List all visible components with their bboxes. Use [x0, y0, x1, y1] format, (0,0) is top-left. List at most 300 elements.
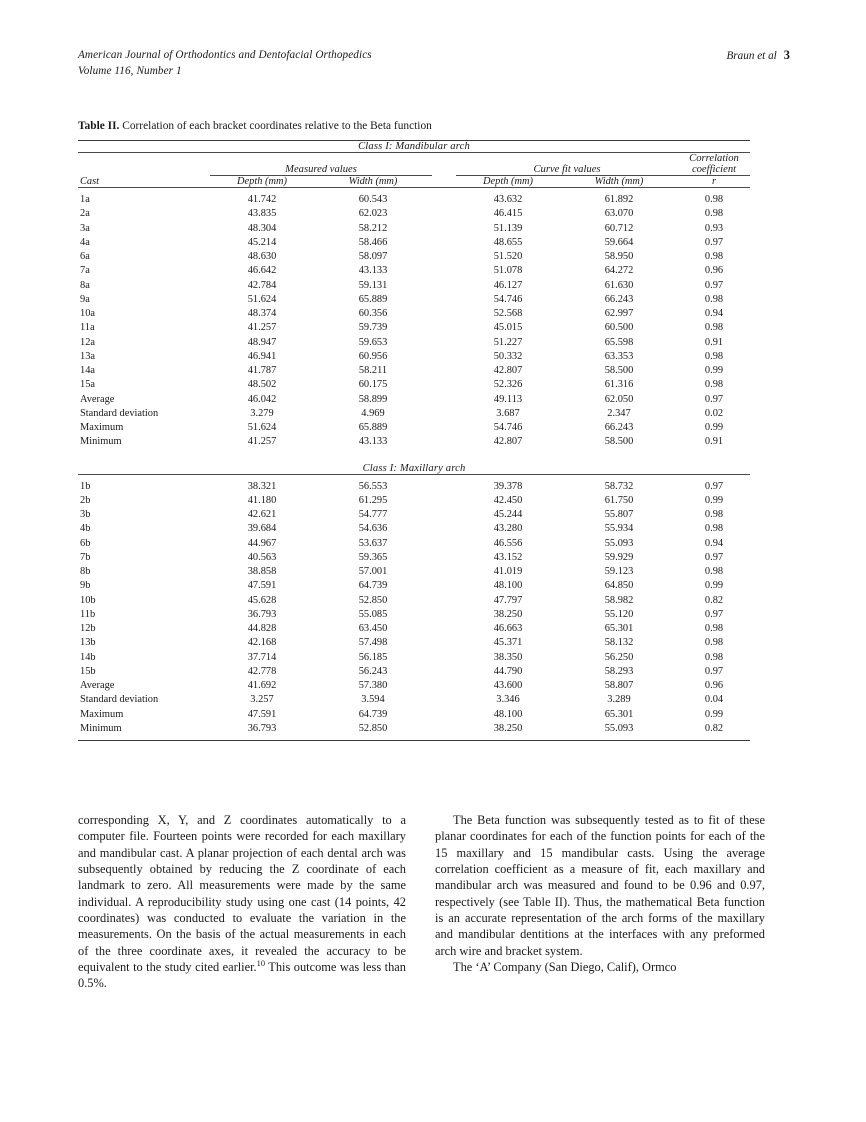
cell-fit-depth: 46.556: [493, 537, 523, 549]
cell-gap: [432, 435, 456, 453]
left-paragraph-1-text: corresponding X, Y, and Z coordinates automatically to a computer file. Fourteen points were recorded for each maxillary and mandibular cast. A planar projection of each dental arch was subsequently obtained by reducing the Z coordinate of each landmark to zero. All measurements were made by the same individual. A reproducibility study using one cast (14 points, 42 coordinates) was conducted to evaluate the variation in the measurements. On the basis of the actual measurements in each of the three coordinate axes, it revealed the accuracy to be equivalent to the study cited earlier.: [78, 813, 406, 975]
cell-measured-depth: 48.630: [247, 251, 277, 262]
left-paragraph-1: [78, 812, 406, 992]
cell-measured-width: 61.295: [358, 494, 388, 506]
cell-r: 0.98: [704, 379, 724, 391]
table-row: [78, 494, 750, 508]
cell-fit-width: 63.070: [604, 208, 634, 220]
cell-cast: Maximum: [80, 708, 124, 720]
cell-measured-width: 56.553: [358, 480, 388, 492]
cell-measured-width: 60.956: [358, 350, 388, 362]
cell-gap: [432, 608, 456, 622]
table-caption: [78, 119, 750, 133]
table-row: [78, 579, 750, 593]
cell-r: 0.97: [704, 608, 724, 620]
cell-fit-width: 65.301: [604, 708, 634, 720]
cell-cast: Minimum: [80, 722, 122, 734]
cell-gap: [432, 250, 456, 264]
table-row: [78, 608, 750, 622]
left-paragraph-1-tail: This outcome was less than 0.5%.: [78, 960, 406, 991]
cell-measured-width: 3.594: [361, 694, 385, 706]
section-spacer: [78, 454, 750, 463]
cell-gap: [432, 236, 456, 250]
cell-measured-depth: 51.624: [247, 422, 277, 433]
table-block: [78, 119, 750, 741]
right-paragraph-2: The ‘A’ Company (San Diego, Calif), Ormco: [453, 960, 677, 975]
cell-cast: 12b: [80, 623, 96, 634]
cell-measured-depth: 36.793: [247, 608, 277, 620]
cell-fit-width: 58.807: [604, 680, 634, 691]
cell-measured-depth: 42.784: [247, 279, 277, 291]
column-header-fit-depth: Depth (mm): [483, 176, 533, 187]
cell-measured-width: 60.356: [358, 308, 388, 319]
cell-fit-depth: 38.250: [493, 722, 523, 734]
column-header-cast: Cast: [80, 176, 100, 187]
cell-r: 0.82: [704, 594, 724, 606]
cell-fit-depth: 45.244: [493, 509, 523, 520]
cell-cast: 4a: [80, 236, 90, 248]
cell-measured-depth: 42.168: [247, 637, 277, 649]
cell-fit-depth: 51.139: [493, 222, 523, 234]
cell-measured-width: 58.899: [358, 393, 388, 405]
cell-measured-depth: 46.642: [247, 265, 277, 277]
cell-fit-depth: 3.687: [496, 407, 520, 419]
cell-gap: [432, 188, 456, 207]
column-header-gap: [432, 176, 456, 188]
cell-cast: 3a: [80, 222, 90, 234]
table-row: [78, 350, 750, 364]
rows-mandibular: [78, 188, 750, 454]
cell-fit-width: 65.301: [604, 623, 634, 634]
cell-gap: [432, 307, 456, 321]
table-row: [78, 679, 750, 693]
cell-fit-depth: 51.227: [493, 336, 523, 348]
table-row: [78, 551, 750, 565]
cell-cast: 14b: [80, 651, 96, 663]
cell-fit-depth: 50.332: [493, 350, 523, 362]
cell-measured-depth: 44.828: [247, 623, 277, 634]
correlation-table: [78, 140, 750, 741]
cell-measured-depth: 41.180: [247, 494, 277, 506]
cell-fit-width: 60.712: [604, 222, 634, 234]
cell-gap: [432, 537, 456, 551]
cell-measured-depth: 47.591: [247, 708, 277, 720]
table-row: [78, 378, 750, 392]
cell-r: 0.98: [704, 350, 724, 362]
cell-fit-width: 62.997: [604, 308, 634, 319]
cell-gap: [432, 708, 456, 722]
table-row: [78, 321, 750, 335]
cell-gap: [432, 222, 456, 236]
cell-measured-depth: 41.742: [247, 194, 277, 205]
table-row: [78, 708, 750, 722]
table-row: [78, 522, 750, 536]
body-column-left: [78, 812, 406, 992]
cell-r: 0.98: [704, 322, 724, 334]
cell-measured-depth: 48.947: [247, 336, 277, 348]
cell-measured-depth: 39.684: [247, 523, 277, 535]
cell-measured-depth: 45.214: [247, 236, 277, 248]
cell-measured-width: 60.543: [358, 194, 388, 205]
cell-measured-width: 52.850: [358, 722, 388, 734]
cell-r: 0.98: [704, 293, 724, 305]
cell-fit-width: 58.500: [604, 365, 634, 376]
cell-cast: 14a: [80, 365, 96, 376]
cell-measured-depth: 47.591: [247, 580, 277, 592]
cell-fit-depth: 39.378: [493, 480, 523, 492]
cell-gap: [432, 508, 456, 522]
cell-cast: Maximum: [80, 422, 124, 433]
cell-r: 0.98: [704, 651, 724, 663]
cell-measured-width: 4.969: [361, 407, 385, 419]
cell-measured-depth: 46.941: [247, 350, 277, 362]
cell-gap: [432, 279, 456, 293]
cell-gap: [432, 651, 456, 665]
cell-gap: [432, 407, 456, 421]
cell-cast: 7b: [80, 551, 91, 563]
column-header-fit-width: Width (mm): [594, 176, 644, 187]
cell-r: 0.98: [704, 194, 724, 205]
cell-cast: 9b: [80, 580, 91, 592]
cell-fit-depth: 46.127: [493, 279, 523, 291]
table-label: Table II.: [78, 120, 120, 132]
cell-measured-depth: 42.778: [247, 665, 277, 677]
cell-r: 0.99: [704, 708, 724, 720]
table-row: [78, 293, 750, 307]
journal-title: [78, 48, 372, 79]
cell-gap: [432, 207, 456, 221]
cell-fit-width: 58.132: [604, 637, 634, 649]
cell-r: 0.99: [704, 580, 724, 592]
cell-measured-depth: 51.624: [247, 293, 277, 305]
spanner-header-row: [78, 153, 750, 176]
cell-r: 0.98: [704, 208, 724, 220]
table-row: [78, 722, 750, 741]
table-row: [78, 222, 750, 236]
cell-fit-depth: 42.450: [493, 494, 523, 506]
cell-gap: [432, 679, 456, 693]
cell-fit-width: 58.293: [604, 665, 634, 677]
cell-fit-width: 61.630: [604, 279, 634, 291]
cell-measured-width: 65.889: [358, 293, 388, 305]
cell-measured-depth: 41.257: [247, 322, 277, 334]
cell-gap: [432, 378, 456, 392]
cell-cast: 2b: [80, 494, 91, 506]
cell-measured-width: 57.001: [358, 566, 388, 577]
cell-fit-depth: 49.113: [493, 393, 523, 405]
table-row: [78, 188, 750, 207]
cell-r: 0.98: [704, 566, 724, 577]
cell-gap: [432, 293, 456, 307]
journal-title-line1: American Journal of Orthodontics and Dentofacial Orthopedics: [78, 49, 372, 61]
page-number: 3: [783, 48, 790, 62]
cell-fit-depth: 48.655: [493, 236, 523, 248]
cell-cast: Standard deviation: [80, 694, 159, 706]
table-row: [78, 307, 750, 321]
cell-measured-width: 58.097: [358, 251, 388, 262]
cell-fit-width: 61.892: [604, 194, 634, 205]
cell-fit-width: 55.807: [604, 509, 634, 520]
table-row: [78, 364, 750, 378]
cell-measured-depth: 38.321: [247, 480, 277, 492]
table-row: [78, 407, 750, 421]
cell-gap: [432, 693, 456, 707]
cell-measured-width: 52.850: [358, 594, 388, 606]
table-caption-text: Correlation of each bracket coordinates relative to the Beta function: [119, 120, 432, 132]
cell-measured-width: 56.185: [358, 651, 388, 663]
cell-fit-width: 66.243: [604, 293, 634, 305]
cell-measured-depth: 41.787: [247, 365, 277, 376]
cell-gap: [432, 522, 456, 536]
cell-cast: 13b: [80, 637, 96, 649]
spanner-correlation-coefficient: Correlation coefficient: [678, 153, 750, 176]
cell-measured-width: 58.466: [358, 236, 388, 248]
cell-fit-depth: 41.019: [493, 566, 523, 577]
cell-measured-width: 59.653: [358, 336, 388, 348]
table-row: [78, 475, 750, 494]
table-row: [78, 622, 750, 636]
cell-fit-depth: 52.568: [493, 308, 523, 319]
running-head: [78, 48, 790, 90]
cell-cast: Minimum: [80, 436, 122, 448]
section-title-mandibular: [78, 141, 750, 153]
cell-cast: 13a: [80, 350, 96, 362]
cell-r: 0.91: [704, 336, 724, 348]
cell-gap: [432, 364, 456, 378]
cell-r: 0.91: [704, 436, 724, 448]
cell-fit-width: 58.982: [604, 594, 634, 606]
spanner-blank: [78, 153, 210, 176]
spanner-measured-values: Measured values: [210, 153, 432, 176]
cell-gap: [432, 264, 456, 278]
cell-fit-depth: 42.807: [493, 436, 523, 448]
citation-marker-10: 10: [256, 958, 266, 968]
cell-r: 0.97: [704, 393, 724, 405]
cell-fit-width: 58.950: [604, 251, 634, 262]
cell-gap: [432, 622, 456, 636]
cell-fit-depth: 51.520: [493, 251, 523, 262]
cell-measured-depth: 38.858: [247, 566, 277, 577]
cell-r: 0.82: [704, 722, 724, 734]
cell-fit-depth: 52.326: [493, 379, 523, 391]
cell-cast: 8a: [80, 279, 90, 291]
cell-fit-depth: 43.632: [493, 194, 523, 205]
cell-r: 0.97: [704, 236, 724, 248]
column-header-measured-depth: Depth (mm): [237, 176, 287, 187]
cell-fit-width: 55.093: [604, 537, 634, 549]
cell-measured-depth: 40.563: [247, 551, 277, 563]
cell-fit-width: 58.500: [604, 436, 634, 448]
cell-fit-width: 61.750: [604, 494, 634, 506]
cell-cast: 15b: [80, 665, 96, 677]
cell-measured-width: 64.739: [358, 708, 388, 720]
running-head-authors: Braun et al: [726, 50, 777, 62]
cell-fit-width: 61.316: [604, 379, 634, 391]
cell-gap: [432, 321, 456, 335]
cell-fit-depth: 54.746: [493, 293, 523, 305]
cell-measured-depth: 48.502: [247, 379, 277, 391]
cell-r: 0.97: [704, 279, 724, 291]
cell-fit-width: 55.934: [604, 523, 634, 535]
cell-measured-width: 58.212: [358, 222, 388, 234]
spanner-gap: [432, 153, 456, 176]
cell-gap: [432, 594, 456, 608]
cell-cast: 12a: [80, 336, 96, 348]
cell-r: 0.98: [704, 251, 724, 262]
section-title-text-2: Class I: Maxillary arch: [362, 462, 466, 474]
cell-fit-depth: 43.152: [493, 551, 523, 563]
cell-fit-depth: 48.100: [493, 708, 523, 720]
cell-fit-width: 56.250: [604, 651, 634, 663]
cell-cast: 9a: [80, 293, 90, 305]
cell-cast: 2a: [80, 208, 90, 220]
cell-measured-depth: 45.628: [247, 594, 277, 606]
cell-cast: Standard deviation: [80, 407, 159, 419]
journal-volume-line: Volume 116, Number 1: [78, 64, 182, 77]
cell-measured-depth: 41.257: [247, 436, 277, 448]
cell-gap: [432, 722, 456, 741]
cell-gap: [432, 636, 456, 650]
cell-fit-depth: 3.346: [496, 694, 520, 706]
cell-measured-width: 58.211: [358, 365, 388, 376]
cell-cast: 7a: [80, 265, 90, 277]
cell-gap: [432, 336, 456, 350]
table-row: [78, 279, 750, 293]
cell-fit-depth: 54.746: [493, 422, 523, 433]
right-paragraph-1: The Beta function was subsequently tested as to fit of these planar coordinates for each of the function points for each of the 15 maxillary and 15 mandibular casts. Using the average correlation coefficient as a measure of fit, each maxillary and mandibular arch was measured and found to be 0.96 and 0.97, respectively (see Table II). Thus, the mathematical Beta function is an accurate representation of the arch forms of the maxillary and mandibular dentitions at the interfaces with any preformed arch wire and bracket system.: [435, 813, 765, 958]
cell-gap: [432, 665, 456, 679]
cell-gap: [432, 579, 456, 593]
cell-measured-width: 53.637: [358, 537, 388, 549]
cell-measured-depth: 46.042: [247, 393, 277, 405]
table-row: [78, 236, 750, 250]
table-row: [78, 565, 750, 579]
cell-r: 0.99: [704, 365, 724, 376]
cell-fit-depth: 38.250: [493, 608, 523, 620]
cell-measured-width: 59.365: [358, 551, 388, 563]
cell-fit-width: 59.123: [604, 566, 634, 577]
cell-measured-depth: 41.692: [247, 680, 277, 691]
cell-fit-depth: 47.797: [493, 594, 523, 606]
table-row: [78, 537, 750, 551]
cell-measured-width: 63.450: [358, 623, 388, 634]
table-row: [78, 336, 750, 350]
cell-measured-width: 57.380: [358, 680, 388, 691]
cell-cast: 6a: [80, 251, 90, 262]
cell-measured-width: 59.739: [358, 322, 388, 334]
cell-fit-width: 55.120: [604, 608, 634, 620]
cell-r: 0.94: [704, 308, 724, 319]
cell-r: 0.04: [704, 694, 724, 706]
table-row: [78, 693, 750, 707]
cell-fit-width: 55.093: [604, 722, 634, 734]
table-body: [78, 141, 750, 189]
cell-cast: Average: [80, 393, 115, 405]
cell-cast: 8b: [80, 566, 91, 577]
cell-measured-width: 59.131: [358, 279, 388, 291]
cell-measured-width: 62.023: [358, 208, 388, 220]
cell-measured-width: 57.498: [358, 637, 388, 649]
cell-cast: 11a: [80, 322, 95, 334]
cell-cast: 3b: [80, 509, 91, 520]
cell-r: 0.97: [704, 551, 724, 563]
cell-fit-depth: 48.100: [493, 580, 523, 592]
table-row: [78, 435, 750, 453]
cell-fit-width: 65.598: [604, 336, 634, 348]
cell-gap: [432, 421, 456, 435]
cell-measured-width: 55.085: [358, 608, 388, 620]
cell-measured-depth: 42.621: [247, 509, 277, 520]
cell-fit-depth: 46.663: [493, 623, 523, 634]
cell-cast: 11b: [80, 608, 96, 620]
cell-fit-width: 59.664: [604, 236, 634, 248]
cell-measured-width: 60.175: [358, 379, 388, 391]
cell-measured-depth: 43.835: [247, 208, 277, 220]
body-column-right: [435, 812, 765, 975]
table-row: [78, 421, 750, 435]
table-row: [78, 508, 750, 522]
table-bottom-rule: [78, 741, 750, 742]
cell-r: 0.94: [704, 537, 724, 549]
cell-measured-depth: 48.304: [247, 222, 277, 234]
cell-r: 0.97: [704, 480, 724, 492]
cell-gap: [432, 494, 456, 508]
cell-r: 0.98: [704, 509, 724, 520]
cell-gap: [432, 475, 456, 494]
cell-cast: 1b: [80, 480, 91, 492]
cell-cast: 10a: [80, 308, 96, 319]
cell-measured-width: 64.739: [358, 580, 388, 592]
section-title-maxillary: [78, 463, 750, 475]
cell-cast: 6b: [80, 537, 91, 549]
cell-cast: 1a: [80, 194, 90, 205]
cell-fit-depth: 46.415: [493, 208, 523, 220]
cell-measured-depth: 36.793: [247, 722, 277, 734]
cell-measured-depth: 3.279: [250, 407, 274, 419]
cell-cast: 15a: [80, 379, 96, 391]
cell-measured-width: 43.133: [358, 436, 388, 448]
table-row: [78, 636, 750, 650]
cell-measured-width: 54.636: [358, 523, 388, 535]
column-header-measured-width: Width (mm): [348, 176, 398, 187]
cell-fit-depth: 44.790: [493, 665, 523, 677]
spanner-curve-fit-values: Curve fit values: [456, 153, 678, 176]
cell-r: 0.96: [704, 680, 724, 691]
cell-fit-width: 63.353: [604, 350, 634, 362]
cell-fit-width: 64.850: [604, 580, 634, 592]
table-row: [78, 207, 750, 221]
cell-gap: [432, 350, 456, 364]
cell-cast: 10b: [80, 594, 96, 606]
cell-fit-width: 64.272: [604, 265, 634, 277]
cell-fit-width: 66.243: [604, 422, 634, 433]
cell-fit-depth: 43.280: [493, 523, 523, 535]
table-row: [78, 250, 750, 264]
cell-measured-width: 54.777: [358, 509, 388, 520]
cell-r: 0.96: [704, 265, 724, 277]
cell-fit-depth: 51.078: [493, 265, 523, 277]
cell-r: 0.99: [704, 494, 724, 506]
rows-maxillary: [78, 475, 750, 741]
cell-gap: [432, 551, 456, 565]
body-text: [78, 812, 790, 1042]
table-row: [78, 665, 750, 679]
column-header-r: r: [711, 176, 717, 187]
cell-measured-depth: 37.714: [247, 651, 277, 663]
cell-r: 0.02: [704, 407, 724, 419]
cell-gap: [432, 393, 456, 407]
column-header-row: [78, 176, 750, 188]
